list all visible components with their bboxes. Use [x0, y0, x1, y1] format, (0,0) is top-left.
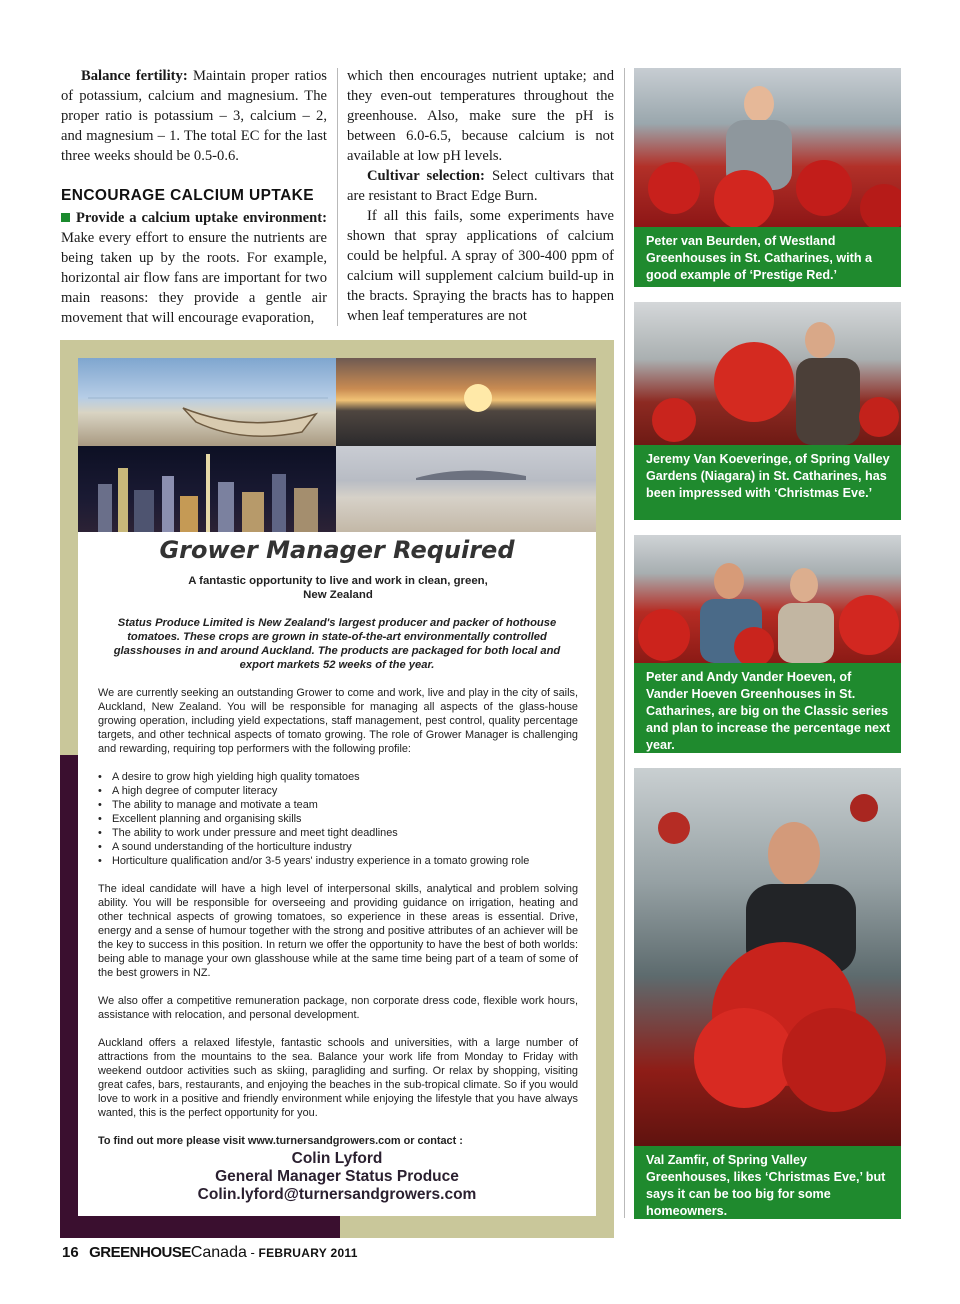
- ad-paragraph-role: We are currently seeking an outstanding Grower to come and work, live and play in the city of sails, Auckland, New Zealand. You will be responsible for managing all aspects of the glass-house growing operation, including yield expectations, staff management, pest control, quality percentage targets, and other technical aspects of tomato growing. The role of Grower Manager is challenging and rewarding, requiring top performers with the following profile:: [98, 687, 578, 755]
- paragraph-balance-fertility: [61, 66, 327, 166]
- ad-requirement: • A high degree of computer literacy: [112, 784, 578, 798]
- ad-requirement: • Horticulture qualification and/or 3-5 years' industry experience in a tomato growing role: [112, 854, 578, 868]
- paragraph-cultivar: [347, 166, 614, 206]
- ad-title: Grower Manager Required: [159, 536, 515, 564]
- ad-requirement: • A desire to grow high yielding high quality tomatoes: [112, 770, 578, 784]
- ad-paragraph-candidate: The ideal candidate will have a high level of interpersonal skills, analytical and problem solving ability. You will be responsible for overseeing and providing guidance on irrigation, heating and other technical aspects of growing tomatoes, so experience in these areas is essential. Drive, energy and a sense of humour together with the strong and positive attributes of an achiever will be the key to success in this position. In return we offer the opportunity to have the best of both worlds: being able to manage your own glasshouse while at the same time being part of a team of some of the best growers in NZ.: [98, 883, 578, 979]
- article-column-2: [347, 66, 614, 326]
- photo-caption-2: Jeremy Van Koeveringe, of Spring Valley Gardens (Niagara) in St. Catharines, has been impressed with ‘Christmas Eve.’: [634, 445, 901, 520]
- column-divider-1: [337, 68, 338, 326]
- city-skyline-illustration: [78, 446, 336, 532]
- lead-calcium-uptake: Provide a calcium uptake environment:: [76, 210, 327, 226]
- page-footer: [62, 1244, 358, 1262]
- ad-requirement: • A sound understanding of the horticulture industry: [112, 840, 578, 854]
- lead-cultivar: Cultivar selection:: [367, 168, 485, 184]
- hill-illustration: [336, 446, 596, 532]
- ad-purple-base: [60, 1216, 340, 1238]
- ad-contact-block: [78, 1150, 596, 1204]
- photo-caption-3: Peter and Andy Vander Hoeven, of Vander Hoeven Greenhouses in St. Catharines, are big on the Classic series and plan to increase the percentage next year.: [634, 663, 901, 753]
- ad-requirement: • Excellent planning and organising skills: [112, 812, 578, 826]
- text-cultivar: Select cultivars that are resistant to Bract Edge Burn.: [347, 168, 614, 204]
- ad-photo-sunset: [336, 358, 596, 446]
- column-divider-2: [624, 68, 625, 1218]
- photo-val-zamfir: [634, 768, 901, 1146]
- ad-subtitle: A fantastic opportunity to live and work in clean, green, New Zealand: [188, 575, 488, 601]
- photo-caption-4: Val Zamfir, of Spring Valley Greenhouses, likes ‘Christmas Eve,’ but says it can be too big for some homeowners.: [634, 1146, 901, 1219]
- ad-photo-beach: [336, 446, 596, 532]
- issue-date: FEBRUARY 2011: [258, 1246, 358, 1260]
- green-square-bullet-icon: [61, 213, 70, 222]
- poinsettia-greenhouse-illustration: [634, 768, 901, 1146]
- magazine-name-greenhouse: GREENHOUSE: [89, 1244, 191, 1261]
- sun-illustration: [336, 358, 596, 446]
- paragraph-spray: If all this fails, some experiments have shown that spray applications of calcium could be helpful. A spray of 300-400 ppm of calcium will supplement calcium build-up in the bracts. Spraying the bracts has to happen when leaf temperatures are not: [347, 208, 614, 324]
- ad-photo-boat: [78, 358, 336, 446]
- photo-caption-1: Peter van Beurden, of Westland Greenhouses in St. Catharines, with a good example of ‘Prestige Red.’: [634, 227, 901, 287]
- section-heading: ENCOURAGE CALCIUM UPTAKE: [61, 187, 315, 204]
- contact-email[interactable]: Colin.lyford@turnersandgrowers.com: [197, 1186, 477, 1203]
- ad-photo-city: [78, 446, 336, 532]
- contact-name: Colin Lyford: [291, 1150, 383, 1167]
- photo-jeremy-van-koeveringe: [634, 302, 901, 445]
- ad-paragraph-benefits: We also offer a competitive remuneration package, non corporate dress code, flexible work hours, assistance with relocation, and personal development.: [98, 995, 578, 1021]
- photo-vander-hoeven: [634, 535, 901, 663]
- poinsettia-greenhouse-illustration: [634, 302, 901, 445]
- page-number: 16: [62, 1244, 79, 1261]
- footer-separator: -: [246, 1245, 259, 1260]
- ad-contact-intro: To find out more please visit www.turnersandgrowers.com or contact :: [98, 1135, 463, 1147]
- article-column-1: [61, 66, 327, 328]
- poinsettia-greenhouse-illustration: [634, 68, 901, 227]
- ad-body: [98, 686, 578, 1150]
- paragraph-calcium-uptake: [61, 208, 327, 328]
- ad-paragraph-lifestyle: Auckland offers a relaxed lifestyle, fantastic schools and universities, with a large number of attractions from the mountains to the sea. Balance your work life from Monday to Friday with weekend outdoor activities such as skiing, paragliding and surfing. Or relax by shopping, visiting great cafes, bars, restaurants, and enjoying the beaches in the sub-tropical climate. So if you would love to work in a positive and friendly environment while enjoying the lifestyle that you have always wanted, this is the perfect opportunity for you.: [98, 1037, 578, 1119]
- contact-title: General Manager Status Produce: [215, 1168, 459, 1185]
- ad-intro: Status Produce Limited is New Zealand's largest producer and packer of hothouse tomatoes. These crops are grown in state-of-the-art environmentally controlled glasshouses in and around Auckland. The products are packaged for both local and export markets 52 weeks of the year.: [113, 617, 561, 671]
- job-advertisement: [78, 358, 596, 1216]
- ad-purple-stripe: [60, 755, 78, 1238]
- lead-balance-fertility: Balance fertility:: [81, 68, 188, 84]
- photo-peter-van-beurden: [634, 68, 901, 227]
- ad-requirements-list: [98, 770, 578, 868]
- text-calcium-uptake: Make every effort to ensure the nutrients are being taken up by the roots. For example, horizontal air flow fans are important for two main reasons: they provide a gentle air movement that will encourage evaporation,: [61, 230, 327, 326]
- ad-requirement: • The ability to manage and motivate a team: [112, 798, 578, 812]
- ad-requirement: • The ability to work under pressure and meet tight deadlines: [112, 826, 578, 840]
- boat-illustration: [78, 358, 336, 446]
- magazine-name-canada: Canada: [190, 1244, 247, 1261]
- text-balance-fertility: Maintain proper ratios of potassium, calcium and magnesium. The proper ratio is potassium – 3, calcium – 2, and magnesium – 1. The total EC for the last three weeks should be 0.5-0.6.: [61, 68, 327, 164]
- poinsettia-greenhouse-illustration: [634, 535, 901, 663]
- paragraph-ph: which then encourages nutrient uptake; and they even-out temperatures throughout the greenhouse. Also, make sure the pH is between 6.0-6.5, because calcium is not available at low pH levels.: [347, 68, 614, 164]
